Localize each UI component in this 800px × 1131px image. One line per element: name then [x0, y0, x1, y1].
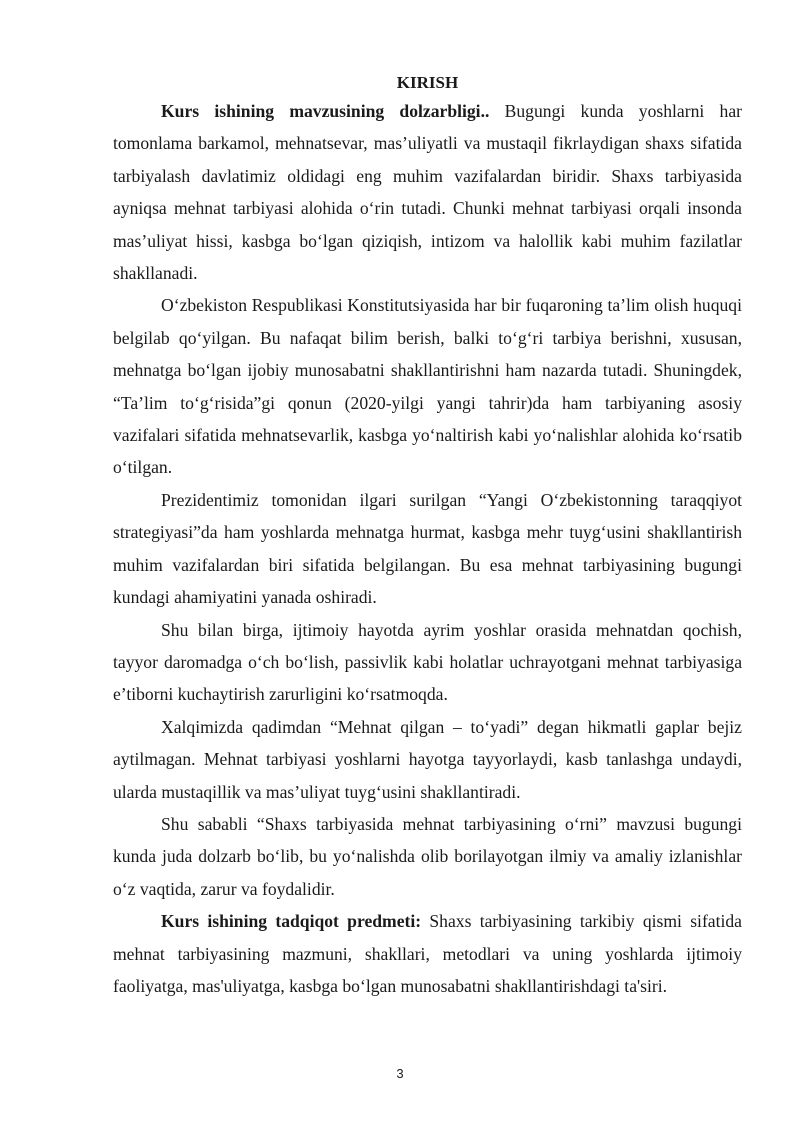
paragraph-relevance — [113, 95, 742, 289]
section-heading: KIRISH — [396, 73, 459, 92]
paragraph-text: Shu bilan birga, ijtimoiy hayotda ayrim yoshlar orasida mehnatdan qochish, tayyor daromadga o‘ch bo‘lish, passivlik kabi holatlar uchrayotgani mehnat tarbiyasiga e’tiborni kuchaytirish zarurligini ko‘rsatmoqda. — [113, 619, 742, 705]
paragraph-text: O‘zbekiston Respublikasi Konstitutsiyasida har bir fuqaroning ta’lim olish huquqi belgilab qo‘yilgan. Bu nafaqat bilim berish, balki to‘g‘ri tarbiya berishni, xususan, mehnatga bo‘lgan ijobiy munosabatni shakllantirishni ham nazarda tutadi. Shuningdek, “Ta’lim to‘g‘risida”gi qonun (2020-yilgi yangi tahrir)da ham tarbiyaning asosiy vazifalari sifatida mehnatsevarlik, kasbga yo‘naltirish kabi yo‘nalishlar alohida ko‘rsatib o‘tilgan. — [113, 295, 742, 478]
paragraph-social-life — [113, 614, 742, 711]
paragraph-text: Bugungi kunda yoshlarni har tomonlama barkamol, mehnatsevar, mas’uliyatli va mustaqil fikrlaydigan shaxs sifatida tarbiyalash davlatimiz oldidagi eng muhim vazifalardan biridir. Shaxs tarbiyasida ayniqsa mehnat tarbiyasi alohida o‘rin tutadi. Chunki mehnat tarbiyasi orqali insonda mas’uliyat hissi, kasbga bo‘lgan qiziqish, intizom va halollik kabi muhim fazilatlar shakllanadi. — [113, 101, 743, 284]
paragraph-strategy — [113, 484, 742, 614]
paragraph-text: Shu sababli “Shaxs tarbiyasida mehnat tarbiyasining o‘rni” mavzusi bugungi kunda juda dolzarb bo‘lib, bu yo‘nalishda olib borilayotgan ilmiy va amaliy izlanishlar o‘z vaqtida, zarur va foydalidir. — [113, 813, 742, 899]
paragraph-constitution — [113, 289, 742, 483]
paragraph-lead: Kurs ishining tadqiqot predmeti: — [161, 911, 422, 932]
paragraph-text: Xalqimizda qadimdan “Mehnat qilgan – to‘yadi” degan hikmatli gaplar bejiz aytilmagan. Mehnat tarbiyasi yoshlarni hayotga tayyorlaydi, kasb tanlashga undaydi, ularda mustaqillik va mas’uliyat tuyg‘usini shakllantiradi. — [113, 716, 742, 802]
paragraph-research-subject — [113, 905, 742, 1002]
document-page — [113, 73, 742, 1002]
paragraph-text: Prezidentimiz tomonidan ilgari surilgan “Yangi O‘zbekistonning taraqqiyot strategiyasi”da ham yoshlarda mehnatga hurmat, kasbga mehr tuyg‘usini shakllantirish muhim vazifalardan biri sifatida belgilangan. Bu esa mehnat tarbiyasining bugungi kundagi ahamiyatini yanada oshiradi. — [113, 489, 742, 608]
paragraph-text: Shaxs tarbiyasining tarkibiy qismi sifatida mehnat tarbiyasining mazmuni, shakllari, metodlari va uning yoshlarda ijtimoiy faoliyatga, mas'uliyatga, kasbga bo‘lgan munosabatni shakllantirishdagi ta'siri. — [113, 911, 742, 996]
paragraph-topic-relevance — [113, 808, 742, 905]
paragraph-proverb — [113, 711, 742, 808]
paragraph-lead: Kurs ishining mavzusining dolzarbligi.. — [161, 101, 490, 121]
page-number: 3 — [396, 1066, 404, 1081]
